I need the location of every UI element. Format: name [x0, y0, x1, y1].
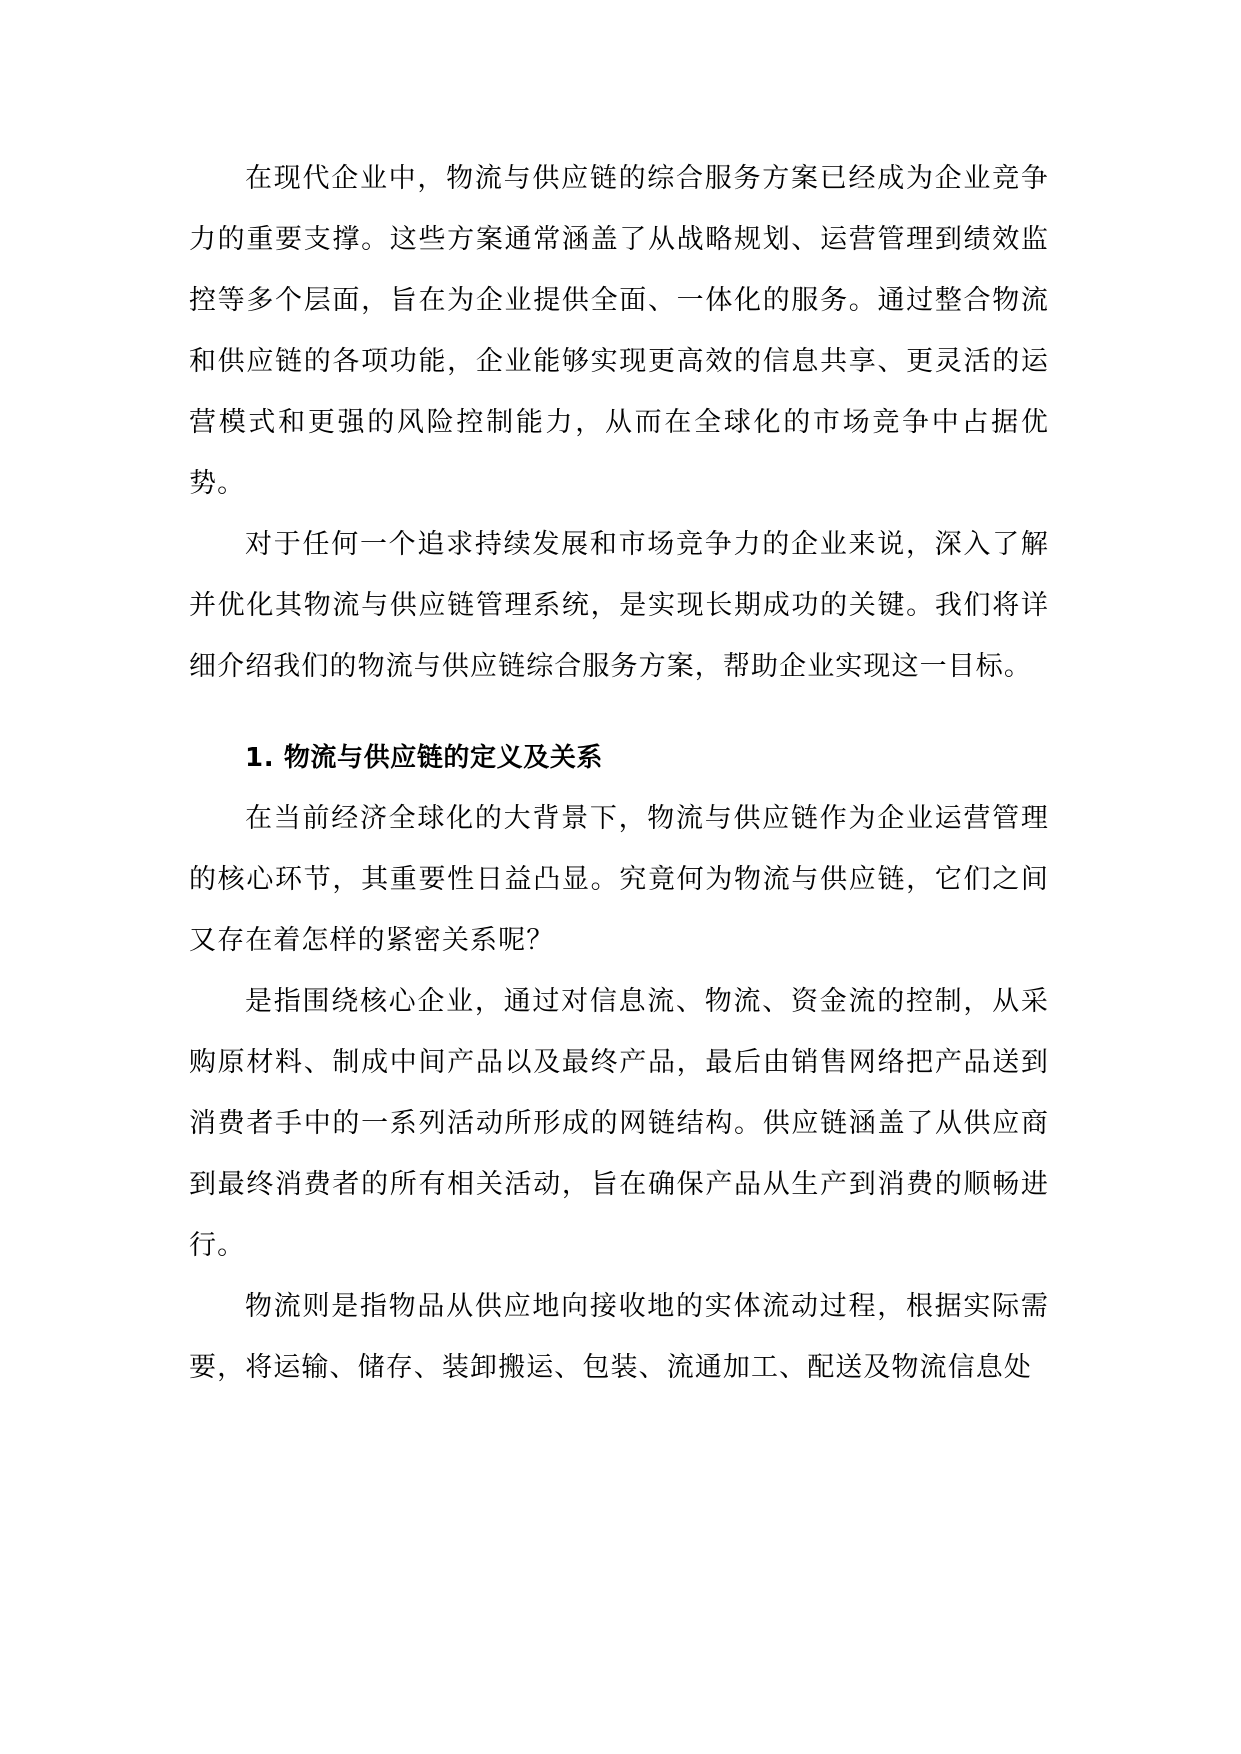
- section-heading: 1. 物流与供应链的定义及关系: [245, 743, 604, 773]
- intro-paragraph-2: 对于任何一个追求持续发展和市场竞争力的企业来说，深入了解并优化其物流与供应链管理系统，是实现长期成功的关键。我们将详细介绍我们的物流与供应链综合服务方案，帮助企业实现这一目标。: [189, 529, 1049, 682]
- section-paragraph-1: 在当前经济全球化的大背景下，物流与供应链作为企业运营管理的核心环节，其重要性日益凸显。究竟何为物流与供应链，它们之间又存在着怎样的紧密关系呢？: [189, 803, 1049, 956]
- document-body: [189, 148, 1049, 1398]
- section-paragraph-2: 是指围绕核心企业，通过对信息流、物流、资金流的控制，从采购原材料、制成中间产品以及最终产品，最后由销售网络把产品送到消费者手中的一系列活动所形成的网链结构。供应链涵盖了从供应商到最终消费者的所有相关活动，旨在确保产品从生产到消费的顺畅进行。: [189, 986, 1049, 1261]
- intro-paragraph-1: 在现代企业中，物流与供应链的综合服务方案已经成为企业竞争力的重要支撑。这些方案通常涵盖了从战略规划、运营管理到绩效监控等多个层面，旨在为企业提供全面、一体化的服务。通过整合物流和供应链的各项功能，企业能够实现更高效的信息共享、更灵活的运营模式和更强的风险控制能力，从而在全球化的市场竞争中占据优势。: [189, 163, 1049, 499]
- section-paragraph-3: 物流则是指物品从供应地向接收地的实体流动过程，根据实际需要，将运输、储存、装卸搬运、包装、流通加工、配送及物流信息处: [189, 1291, 1049, 1383]
